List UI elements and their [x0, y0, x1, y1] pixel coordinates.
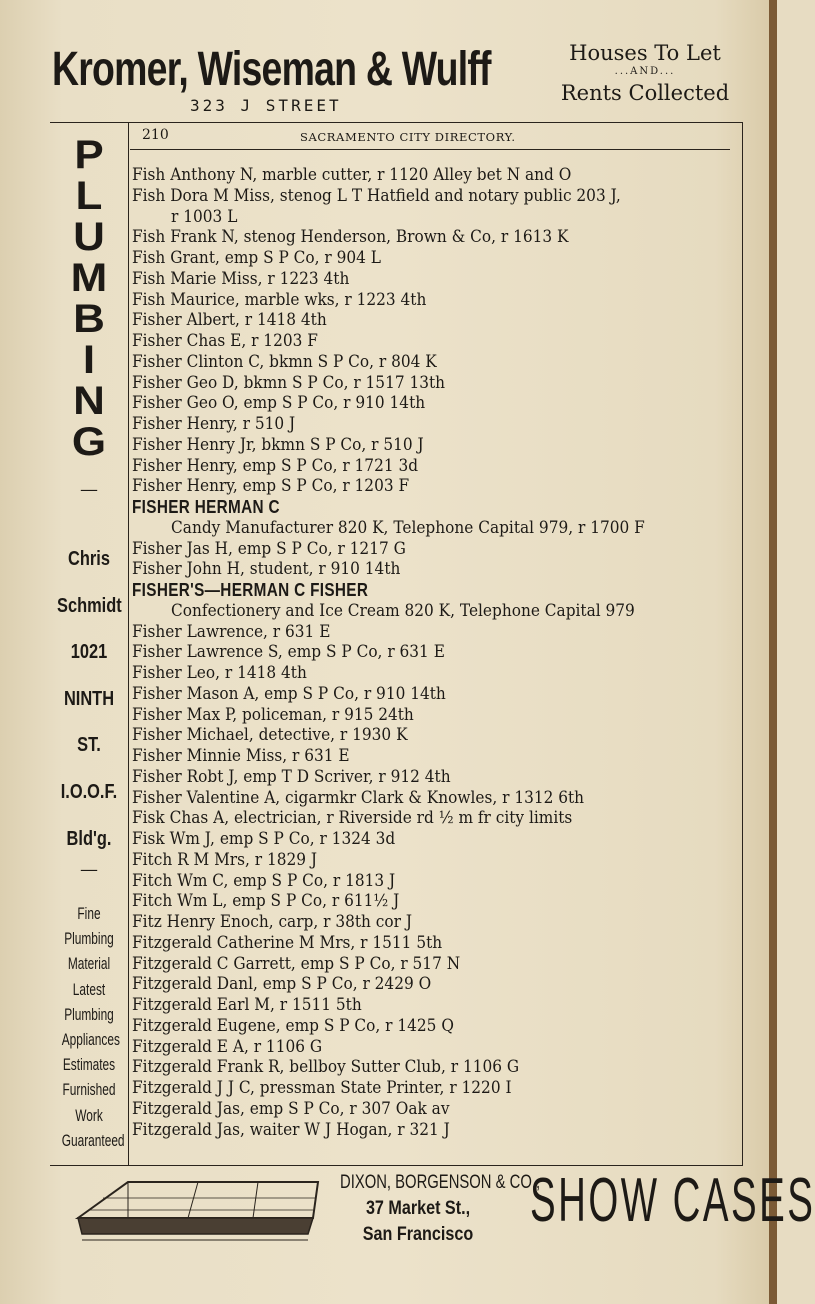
- directory-entry: Fish Frank N, stenog Henderson, Brown & Co, r 1613 K: [132, 227, 569, 247]
- directory-entry: Fitch Wm C, emp S P Co, r 1813 J: [132, 870, 396, 890]
- company-address: 37 Market St.,: [365, 1198, 471, 1219]
- schmidt-ad-line: Chris: [68, 548, 110, 570]
- plumbing-vertical-word: [50, 135, 128, 463]
- directory-entry: Fitzgerald Eugene, emp S P Co, r 1425 Q: [132, 1015, 454, 1035]
- schmidt-ad-line: NINTH: [63, 687, 115, 710]
- plumbing-services-list: [50, 901, 128, 1153]
- running-header: [130, 123, 730, 150]
- directory-entry: Fitzgerald Catherine M Mrs, r 1511 5th: [132, 932, 443, 952]
- tagline-line-2: ...AND...: [614, 66, 676, 77]
- directory-entry: Fitz Henry Enoch, carp, r 38th cor J: [132, 912, 412, 931]
- directory-entry: Fisher Henry, r 510 J: [132, 414, 296, 433]
- display-case-illustration: [68, 1174, 318, 1246]
- directory-entry: Fitzgerald C Garrett, emp S P Co, r 517 N: [132, 953, 461, 973]
- service-line: Plumbing: [64, 929, 114, 949]
- directory-entry: Fisher Max P, policeman, r 915 24th: [132, 704, 414, 724]
- directory-entry: Fisher Henry, emp S P Co, r 1721 3d: [132, 455, 419, 475]
- directory-entry: Fisher Chas E, r 1203 F: [132, 331, 318, 350]
- directory-entry: Fisher Clinton C, bkmn S P Co, r 804 K: [132, 351, 437, 371]
- directory-entry: Fisher Henry Jr, bkmn S P Co, r 510 J: [132, 434, 424, 454]
- sidebar-dash-1: —: [80, 479, 98, 500]
- dixon-company-block: [318, 1170, 541, 1248]
- directory-entry: Fisk Chas A, electrician, r Riverside rd ½ m fr city limits: [132, 808, 573, 828]
- sidebar-dash-2: —: [80, 859, 98, 880]
- service-line: Plumbing: [64, 1004, 114, 1024]
- service-line: Fine: [77, 904, 101, 923]
- directory-entry: Fitzgerald Earl M, r 1511 5th: [132, 995, 362, 1014]
- top-advertisement: [52, 38, 742, 122]
- schmidt-ad-line: Bld'g.: [66, 827, 112, 850]
- directory-entry: Fitzgerald E A, r 1106 G: [132, 1036, 323, 1056]
- plumbing-letter: B: [73, 297, 105, 341]
- company-city: San Francisco: [362, 1224, 474, 1245]
- directory-entry: Fisher Geo O, emp S P Co, r 910 14th: [132, 393, 426, 413]
- plumbing-letter: I: [82, 338, 96, 382]
- directory-entry: Fish Maurice, marble wks, r 1223 4th: [132, 289, 427, 309]
- directory-entry: Fisher Mason A, emp S P Co, r 910 14th: [132, 683, 446, 703]
- directory-heading-entry: FISHER HERMAN C: [132, 497, 280, 517]
- directory-entry: Fisher Geo D, bkmn S P Co, r 1517 13th: [132, 372, 446, 392]
- directory-entry: Fisher Leo, r 1418 4th: [132, 663, 307, 682]
- service-line: Appliances: [61, 1029, 120, 1049]
- schmidt-ad-line: ST.: [77, 734, 101, 757]
- tagline-line-3: Rents Collected: [560, 81, 730, 105]
- directory-entry: Fisher Valentine A, cigarmkr Clark & Knowles, r 1312 6th: [132, 787, 585, 807]
- directory-entry: Candy Manufacturer 820 K, Telephone Capital 979, r 1700 F: [171, 517, 645, 537]
- page-frame: [50, 122, 743, 1166]
- service-line: Latest: [72, 979, 106, 999]
- plumbing-letter: P: [74, 133, 104, 177]
- book-spine: [769, 0, 777, 1304]
- service-line: Furnished: [62, 1080, 116, 1100]
- directory-entry: Fisher Lawrence, r 631 E: [132, 621, 331, 641]
- bottom-advertisement: [60, 1166, 815, 1256]
- service-line: Material: [67, 954, 111, 974]
- firm-tagline: [556, 40, 734, 108]
- show-cases-headline: SHOW CASES: [530, 1166, 815, 1235]
- firm-name: Kromer, Wiseman & Wulff: [52, 43, 491, 96]
- directory-entry: Fitzgerald J J C, pressman State Printer, r 1220 I: [132, 1078, 512, 1097]
- schmidt-ad-line: I.O.O.F.: [60, 780, 118, 803]
- directory-entry: Fitzgerald Jas, emp S P Co, r 307 Oak av: [132, 1098, 450, 1118]
- plumbing-letter: G: [71, 420, 107, 464]
- service-line: Estimates: [62, 1055, 116, 1075]
- service-line: Work: [75, 1105, 103, 1125]
- directory-entry: Fisher Michael, detective, r 1930 K: [132, 725, 408, 745]
- schmidt-ad-line: 1021: [70, 641, 108, 664]
- directory-entry: Fisher Minnie Miss, r 631 E: [132, 746, 350, 765]
- directory-entry: Fisk Wm J, emp S P Co, r 1324 3d: [132, 829, 396, 848]
- directory-entry: Fish Marie Miss, r 1223 4th: [132, 268, 350, 288]
- directory-entry: Fisher Lawrence S, emp S P Co, r 631 E: [132, 642, 445, 662]
- directory-entry: Fish Grant, emp S P Co, r 904 L: [132, 248, 381, 267]
- directory-column: [130, 123, 740, 1165]
- directory-entry: Fisher John H, student, r 910 14th: [132, 559, 401, 579]
- directory-entry: Fitzgerald Danl, emp S P Co, r 2429 O: [132, 974, 432, 994]
- directory-entry: Fish Dora M Miss, stenog L T Hatfield and notary public 203 J,: [132, 185, 621, 205]
- directory-entry: Fisher Albert, r 1418 4th: [132, 310, 327, 330]
- directory-entry: Fisher Jas H, emp S P Co, r 1217 G: [132, 538, 406, 558]
- company-name: DIXON, BORGENSON & CO.,: [340, 1172, 541, 1193]
- schmidt-ad-line: Schmidt: [57, 594, 122, 617]
- sidebar-advertisement: [50, 123, 129, 1165]
- plumbing-letter: M: [70, 256, 108, 300]
- tagline-line-1: Houses To Let: [569, 41, 721, 65]
- directory-entry: Fish Anthony N, marble cutter, r 1120 Alley bet N and O: [132, 165, 572, 184]
- directory-entry: Fitzgerald Jas, waiter W J Hogan, r 321 J: [132, 1119, 450, 1139]
- plumbing-letter: L: [75, 174, 103, 218]
- page-number: 210: [142, 127, 169, 143]
- schmidt-address: [50, 536, 128, 862]
- plumbing-letter: N: [73, 379, 105, 423]
- directory-entry: Fitch Wm L, emp S P Co, r 611½ J: [132, 891, 400, 911]
- directory-entry: Fitzgerald Frank R, bellboy Sutter Club, r 1106 G: [132, 1057, 520, 1077]
- service-line: Guaranteed: [61, 1130, 125, 1150]
- firm-street: 323 J STREET: [190, 96, 342, 115]
- page-title: SACRAMENTO CITY DIRECTORY.: [300, 130, 516, 144]
- directory-entries: [132, 165, 742, 1140]
- directory-heading-entry: FISHER'S—HERMAN C FISHER: [132, 580, 369, 600]
- directory-entry: Confectionery and Ice Cream 820 K, Telephone Capital 979: [171, 600, 635, 620]
- directory-entry: Fisher Henry, emp S P Co, r 1203 F: [132, 476, 410, 496]
- directory-entry: Fisher Robt J, emp T D Scriver, r 912 4th: [132, 766, 451, 786]
- plumbing-letter: U: [73, 215, 105, 259]
- directory-entry: r 1003 L: [171, 206, 238, 226]
- directory-entry: Fitch R M Mrs, r 1829 J: [132, 849, 318, 869]
